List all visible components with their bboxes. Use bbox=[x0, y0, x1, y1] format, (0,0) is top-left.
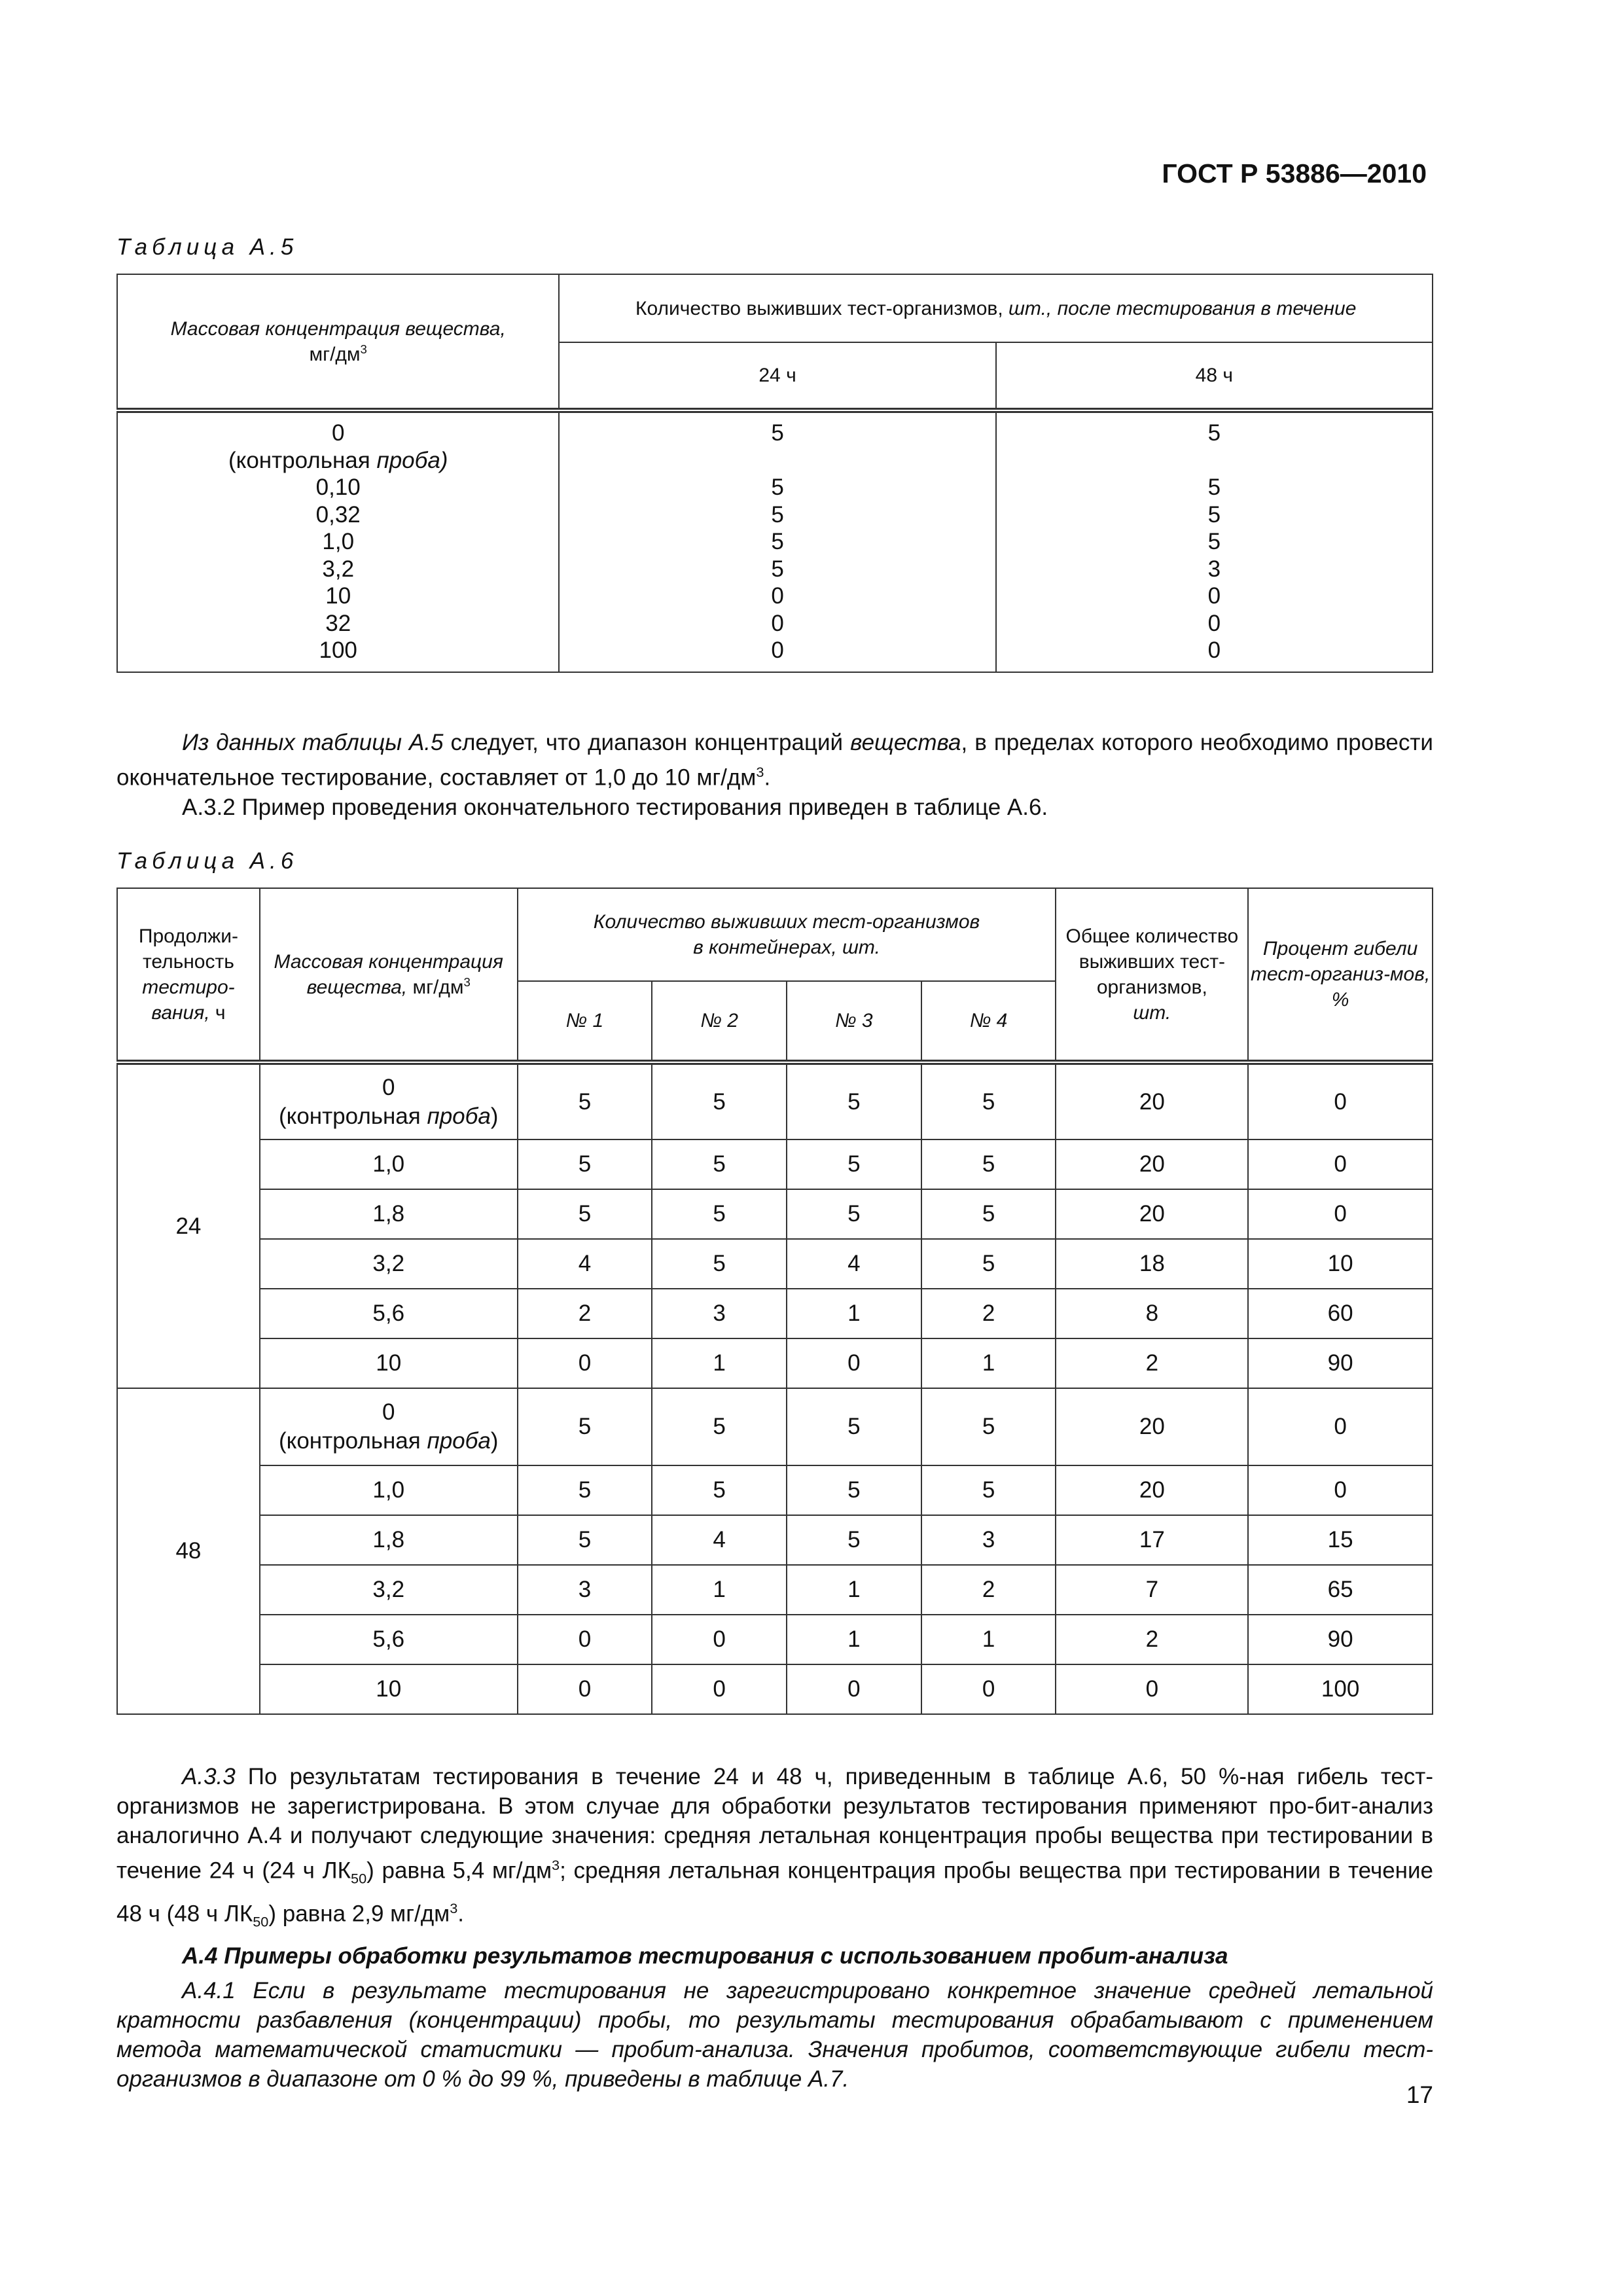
table-a5-caption: Таблица А.5 bbox=[116, 234, 298, 260]
a6-conc-cell: 0 (контрольная проба) bbox=[260, 1062, 518, 1139]
table-row: 1,8 5 5 5 5 20 0 bbox=[117, 1189, 1433, 1239]
a5-conc: 10 bbox=[325, 583, 351, 609]
paragraph-a3-3: А.3.3 По результатам тестирования в течение 24 и 48 ч, приведенным в таблице А.6, 50 %-ная гибель тест-организмов не зарегистрирована. В этом случае для обработки результатов тестирования применяют про-бит-анализ аналогично А.4 и получают следующие значения: средняя летальная концентрация пробы вещества при тестировании в течение 24 ч (24 ч $ЛК_{50}$) равна 5,4 $мг/дм^3$; средняя летальная концентрация пробы вещества при тестировании в течение 48 ч (48 ч $ЛК_{50}$) равна 2,9 $мг/дм^3$. bbox=[116, 1764, 1434, 1930]
a6-head-total: Общее количество выживших тест-организмов, шт. bbox=[1056, 888, 1248, 1062]
table-a5 bbox=[116, 274, 1433, 673]
a5-conc: 1,0 bbox=[322, 529, 355, 554]
paragraph-a5-conclusion: Из данных таблицы А.5 следует, что диапазон концентраций вещества, в пределах которого необходимо провести окончательное тестирование, составляет от 1,0 до 10 $мг/дм^3$. bbox=[116, 730, 1433, 791]
a5-24h-column: 5 5 5 5 5 0 0 0 bbox=[559, 410, 995, 672]
a6-head-container-4: № 4 bbox=[921, 981, 1056, 1062]
a5-head-concentration: Массовая концентрация вещества, $мг/дм^3$ bbox=[117, 274, 559, 410]
table-a6 bbox=[116, 888, 1433, 1715]
table-row: 1,0 5 5 5 5 20 0 bbox=[117, 1465, 1433, 1515]
a6-conc-cell: 0 (контрольная проба) bbox=[260, 1388, 518, 1465]
a5-conc: 3,2 bbox=[322, 556, 355, 582]
text-block-a5 bbox=[116, 728, 1433, 822]
table-row: 1,8 5 4 5 3 17 15 bbox=[117, 1515, 1433, 1565]
a5-conc: 0,10 bbox=[315, 475, 361, 500]
a5-conc: 100 bbox=[319, 637, 357, 663]
a5-conc: (контрольная проба) bbox=[228, 447, 448, 473]
a5-head-group: Количество выживших тест-организмов, шт., после тестирования в течение bbox=[559, 274, 1433, 342]
a5-conc: 32 bbox=[325, 610, 351, 636]
a6-head-container-3: № 3 bbox=[787, 981, 921, 1062]
a6-head-container-2: № 2 bbox=[652, 981, 787, 1062]
page-number: 17 bbox=[1406, 2081, 1433, 2108]
a5-head-48h: 48 ч bbox=[996, 342, 1433, 410]
a6-duration-48: 48 bbox=[117, 1388, 260, 1714]
table-row: 1,0 5 5 5 5 20 0 bbox=[117, 1139, 1433, 1189]
a6-head-percent: Процент гибели тест-организ-мов, % bbox=[1248, 888, 1433, 1062]
a6-head-containers-group: Количество выживших тест-организмов в контейнерах, шт. bbox=[518, 888, 1056, 981]
table-row: 48 0 (контрольная проба) 5 5 5 5 20 0 bbox=[117, 1388, 1433, 1465]
a5-conc: 0,32 bbox=[315, 501, 361, 528]
a5-head-24h: 24 ч bbox=[559, 342, 995, 410]
heading-a4: А.4 Примеры обработки результатов тестирования с использованием пробит-анализа bbox=[182, 1943, 1228, 1969]
a6-head-concentration: Массовая концентрация вещества, $мг/дм^3$ bbox=[260, 888, 518, 1062]
table-row: 3,2 4 5 4 5 18 10 bbox=[117, 1239, 1433, 1289]
table-row: 24 0 (контрольная проба) 5 5 5 5 20 0 bbox=[117, 1062, 1433, 1139]
table-row: 5,6 0 0 1 1 2 90 bbox=[117, 1615, 1433, 1664]
a6-head-duration: Продолжи- тельность тестиро- вания, ч bbox=[117, 888, 260, 1062]
paragraph-a3-2: А.3.2 Пример проведения окончательного тестирования приведен в таблице А.6. bbox=[182, 794, 1048, 820]
a5-concentration-column bbox=[117, 410, 559, 672]
document-id: ГОСТ Р 53886—2010 bbox=[1162, 158, 1427, 188]
text-block-a3-3 bbox=[116, 1762, 1433, 2094]
a5-48h-column: 5 5 5 5 3 0 0 0 bbox=[996, 410, 1433, 672]
table-row: 5,6 2 3 1 2 8 60 bbox=[117, 1289, 1433, 1338]
table-row: 10 0 1 0 1 2 90 bbox=[117, 1338, 1433, 1388]
a6-duration-24: 24 bbox=[117, 1062, 260, 1388]
table-a6-caption: Таблица А.6 bbox=[116, 848, 298, 874]
table-row: 3,2 3 1 1 2 7 65 bbox=[117, 1565, 1433, 1615]
table-row: 10 0 0 0 0 0 100 bbox=[117, 1664, 1433, 1714]
paragraph-a4-1: А.4.1 Если в результате тестирования не зарегистрировано конкретное значение средней летальной кратности разбавления (концентрации) пробы, то результаты тестирования обрабатывают с применением метода математической статистики — пробит-анализа. Значения пробитов, соответствующие гибели тест-организмов в диапазоне от 0 % до 99 %, приведены в таблице А.7. bbox=[116, 1978, 1433, 2092]
a6-head-container-1: № 1 bbox=[518, 981, 652, 1062]
a5-conc: 0 bbox=[331, 420, 345, 446]
